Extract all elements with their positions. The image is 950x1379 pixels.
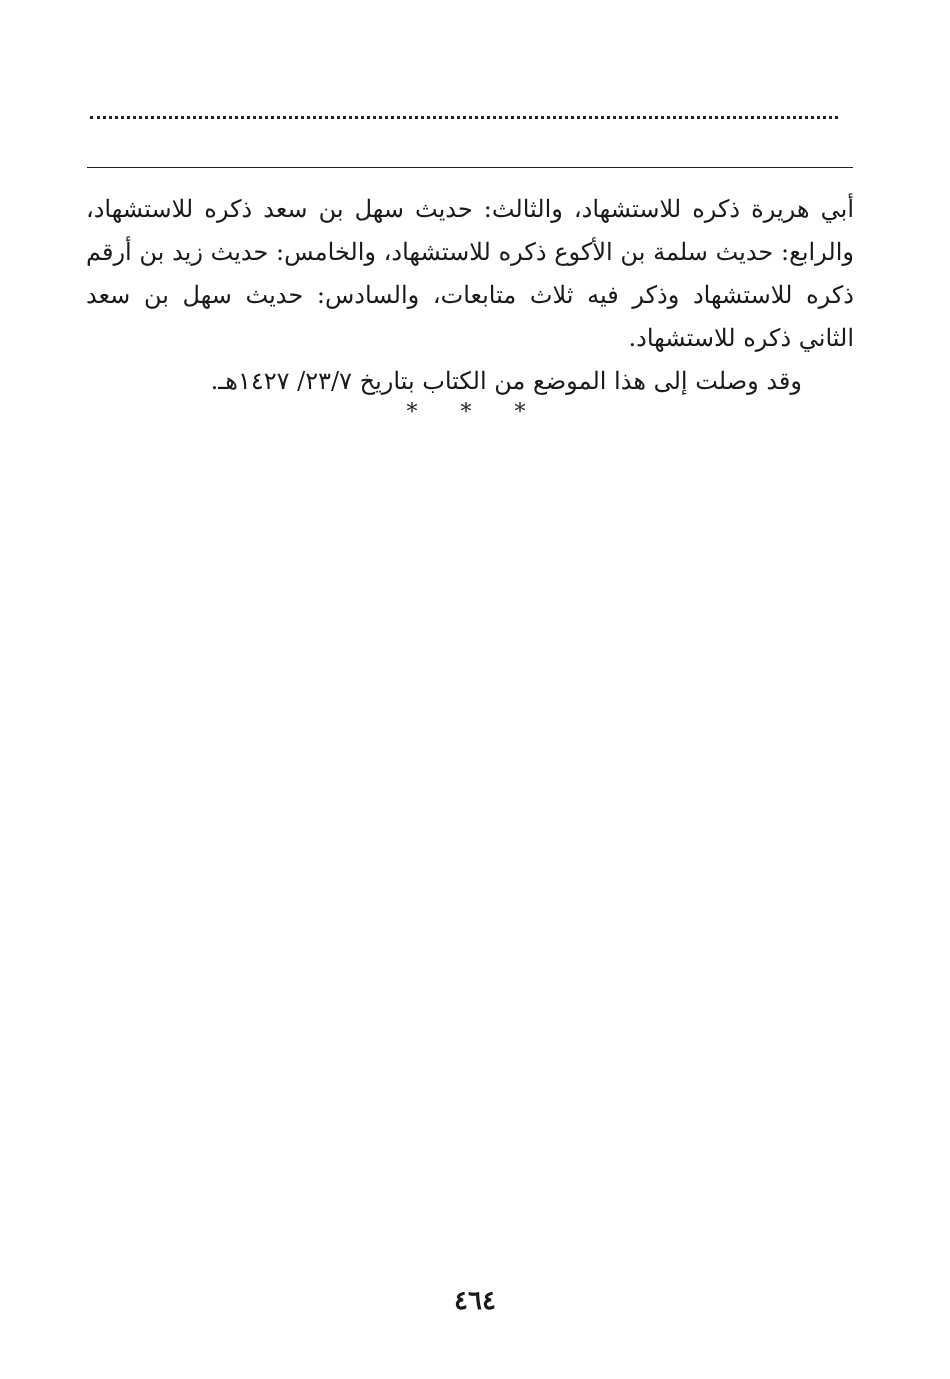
paragraph-hadith-list: أبي هريرة ذكره للاستشهاد، والثالث: حديث سهل بن سعد ذكره للاستشهاد، والرابع: حديث سلمة بن الأكوع ذكره للاستشهاد، والخامس: حديث زيد بن أرقم ذكره للاستشهاد وذكر فيه ثلاث متابعات، والسادس: حديث سهل بن سعد الثاني ذكره للاستشهاد. bbox=[86, 195, 854, 352]
footnote-rule bbox=[87, 167, 853, 168]
body-text bbox=[86, 188, 854, 403]
page-number: ٤٦٤ bbox=[454, 1286, 496, 1316]
dotted-divider bbox=[90, 116, 838, 119]
paragraph-date-note: وقد وصلت إلى هذا الموضع من الكتاب بتاريخ ٢٣/٧/ ١٤٢٧هـ. bbox=[210, 367, 802, 395]
section-separator: * * * bbox=[406, 400, 544, 425]
